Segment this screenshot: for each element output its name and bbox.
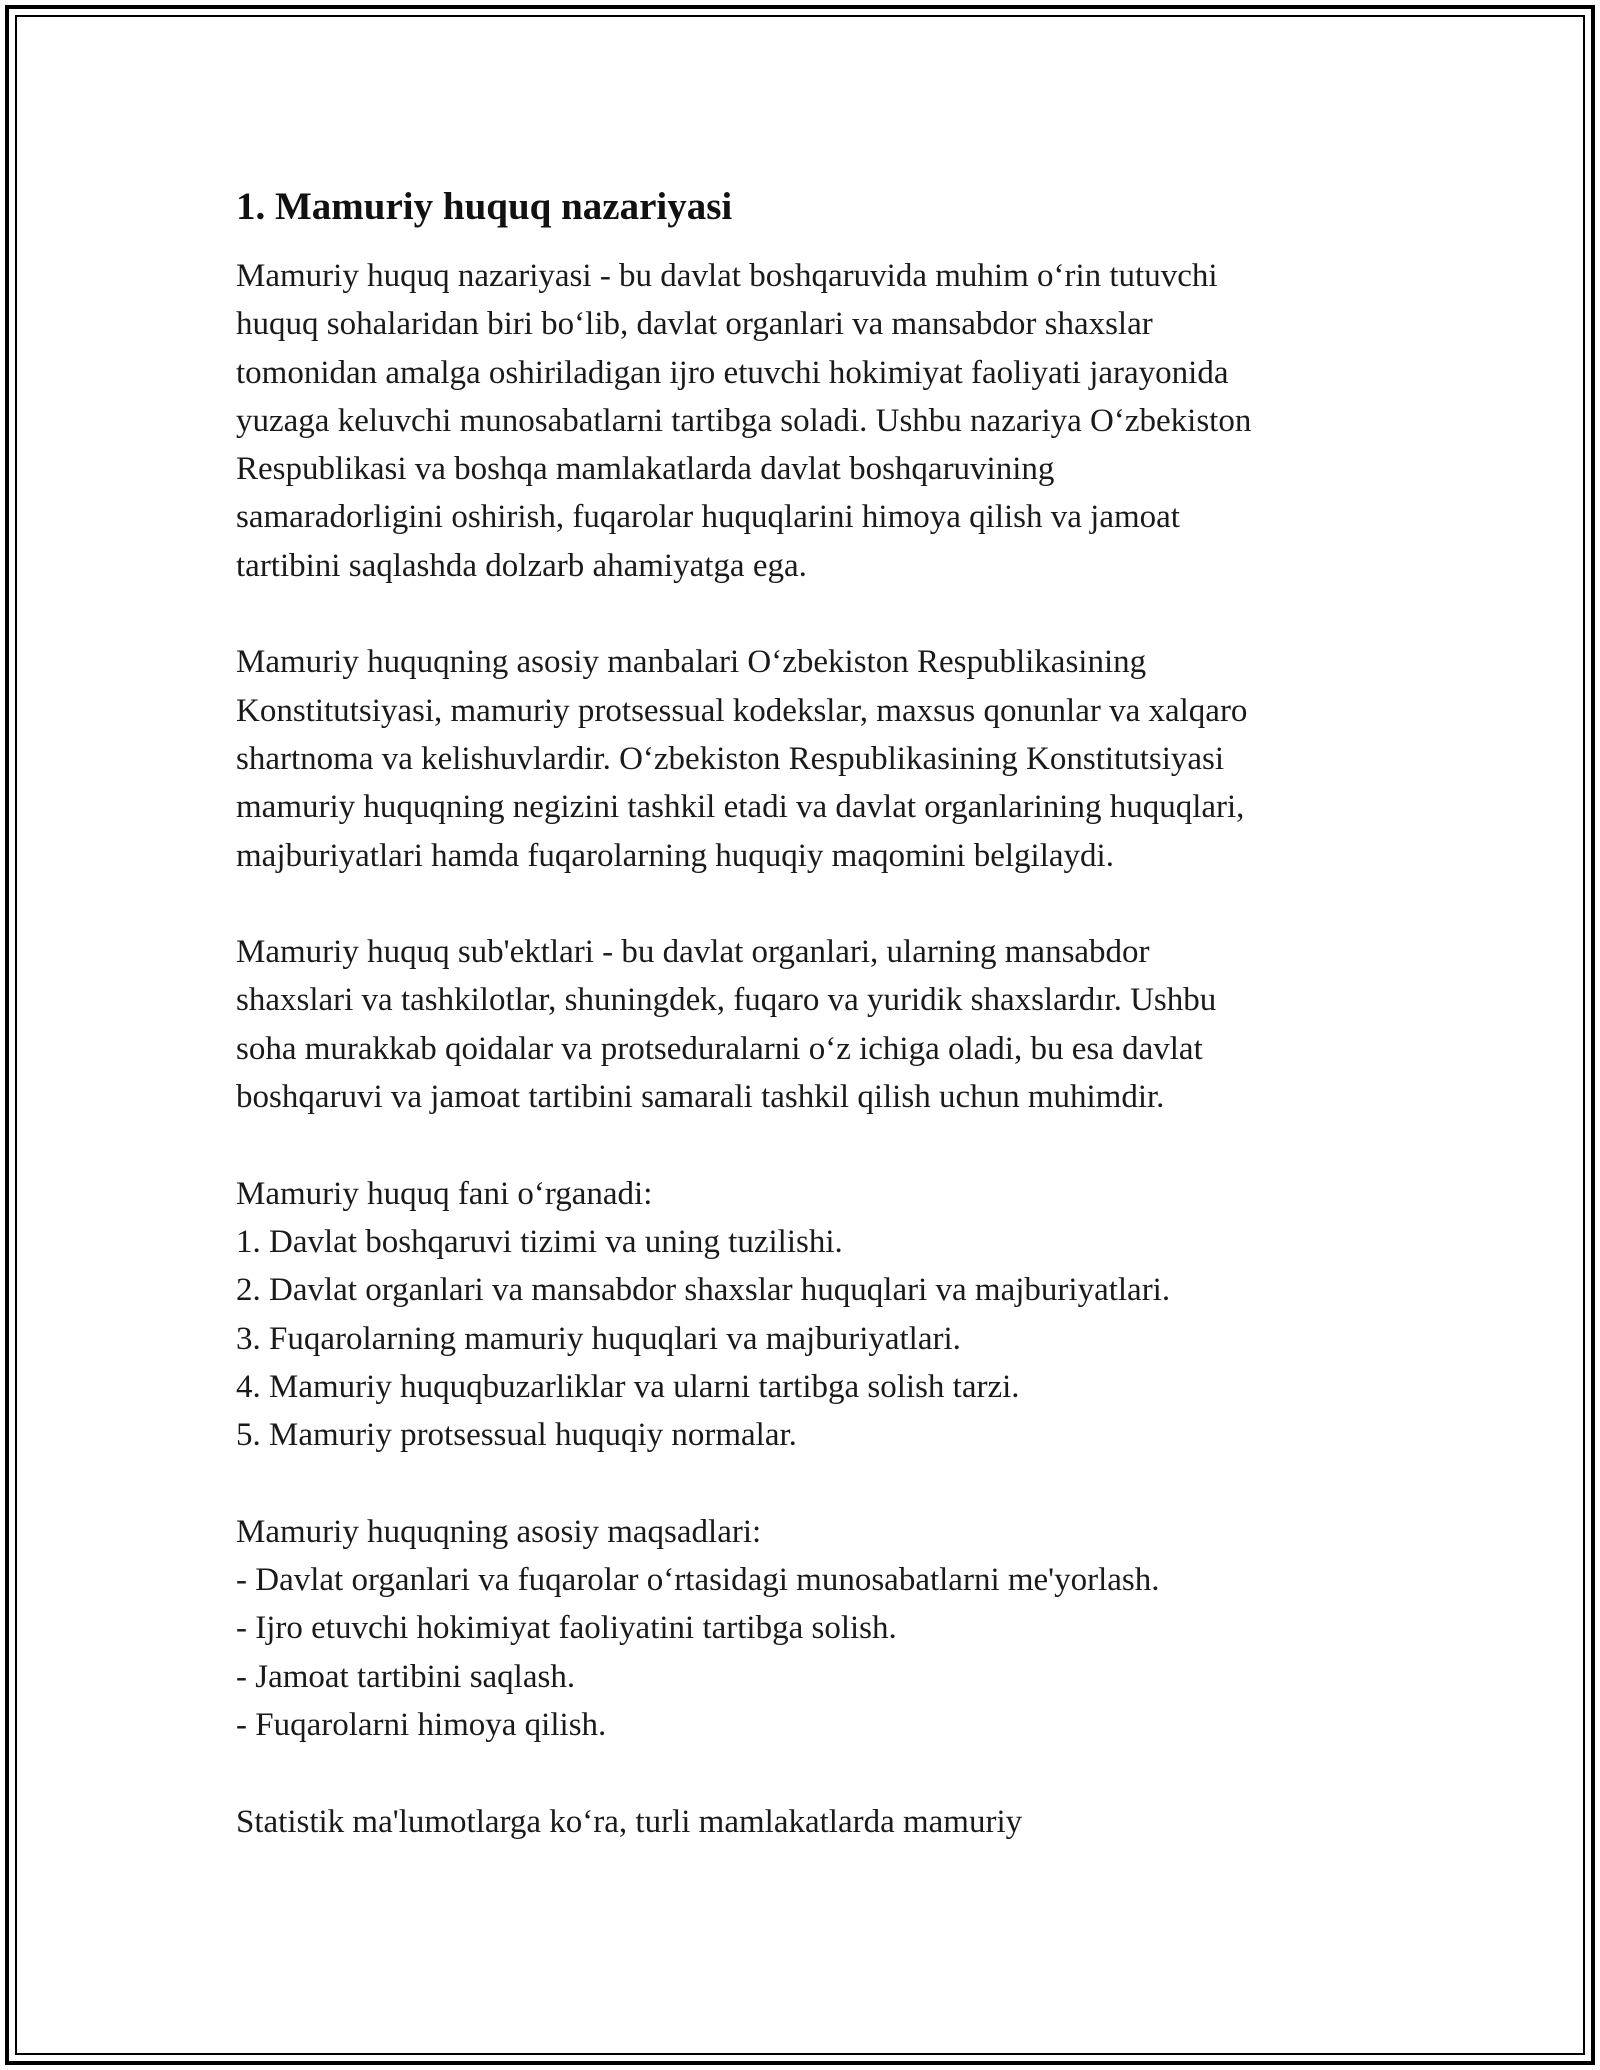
paragraph-line: yuzaga keluvchi munosabatlarni tartibga soladi. Ushbu nazariya O‘zbekiston (236, 402, 1252, 439)
paragraph-line: samaradorligini oshirish, fuqarolar huquqlarini himoya qilish va jamoat (236, 499, 1180, 536)
paragraph-line: Konstitutsiyasi, mamuriy protsessual kodekslar, maxsus qonunlar va xalqaro (236, 692, 1248, 729)
list-item: 1. Davlat boshqaruvi tizimi va uning tuzilishi. (236, 1223, 843, 1260)
paragraph-line: Mamuriy huquqning asosiy manbalari O‘zbekiston Respublikasining (236, 644, 1147, 681)
paragraph-line: boshqaruvi va jamoat tartibini samarali tashkil qilish uchun muhimdir. (236, 1079, 1165, 1116)
paragraph-line: tomonidan amalga oshiriladigan ijro etuvchi hokimiyat faoliyati jarayonida (236, 354, 1229, 391)
paragraph-subjects (236, 928, 1386, 1121)
goals-list-intro: Mamuriy huquqning asosiy maqsadlari: (236, 1513, 762, 1550)
paragraph-line: Statistik ma'lumotlarga ko‘ra, turli mamlakatlarda mamuriy (236, 1803, 1023, 1840)
list-item: 2. Davlat organlari va mansabdor shaxslar huquqlari va majburiyatlari. (236, 1272, 1171, 1309)
paragraph-line: soha murakkab qoidalar va protseduralarni o‘z ichiga oladi, bu esa davlat (236, 1030, 1203, 1067)
document-body (236, 184, 1386, 1846)
list-item: - Davlat organlari va fuqarolar o‘rtasidagi munosabatlarni me'yorlash. (236, 1562, 1160, 1599)
paragraph-spacer (236, 1749, 1386, 1797)
list-item: - Jamoat tartibini saqlash. (236, 1658, 576, 1695)
list-item: - Fuqarolarni himoya qilish. (236, 1706, 607, 1743)
paragraph-spacer (236, 1459, 1386, 1507)
paragraph-line: tartibini saqlashda dolzarb ahamiyatga ega. (236, 547, 807, 584)
paragraph-line: mamuriy huquqning negizini tashkil etadi va davlat organlarining huquqlari, (236, 789, 1245, 826)
paragraph-theory-intro (236, 252, 1386, 590)
paragraph-statistics (236, 1798, 1386, 1846)
list-item: 4. Mamuriy huquqbuzarliklar va ularni tartibga solish tarzi. (236, 1368, 1020, 1405)
paragraph-line: Mamuriy huquq sub'ektlari - bu davlat organlari, ularning mansabdor (236, 934, 1150, 971)
list-item: - Ijro etuvchi hokimiyat faoliyatini tartibga solish. (236, 1610, 897, 1647)
list-item: 3. Fuqarolarning mamuriy huquqlari va majburiyatlari. (236, 1320, 961, 1357)
goals-list (236, 1508, 1386, 1749)
section-heading: 1. Mamuriy huquq nazariyasi (236, 185, 733, 228)
paragraph-spacer (236, 880, 1386, 928)
paragraph-line: huquq sohalaridan biri bo‘lib, davlat organlari va mansabdor shaxslar (236, 306, 1153, 343)
study-list-intro: Mamuriy huquq fani o‘rganadi: (236, 1175, 653, 1212)
paragraph-line: Respublikasi va boshqa mamlakatlarda davlat boshqaruvining (236, 451, 1055, 488)
paragraph-line: majburiyatlari hamda fuqarolarning huquqiy maqomini belgilaydi. (236, 837, 1114, 874)
paragraph-spacer (236, 1121, 1386, 1169)
paragraph-spacer (236, 590, 1386, 638)
paragraph-line: Mamuriy huquq nazariyasi - bu davlat boshqaruvida muhim o‘rin tutuvchi (236, 258, 1218, 294)
paragraph-line: shaxslari va tashkilotlar, shuningdek, fuqaro va yuridik shaxslardır. Ushbu (236, 982, 1217, 1019)
list-item: 5. Mamuriy protsessual huquqiy normalar. (236, 1417, 797, 1454)
paragraph-sources (236, 638, 1386, 879)
study-list (236, 1170, 1386, 1460)
paragraph-line: shartnoma va kelishuvlardir. O‘zbekiston Respublikasining Konstitutsiyasi (236, 740, 1225, 777)
